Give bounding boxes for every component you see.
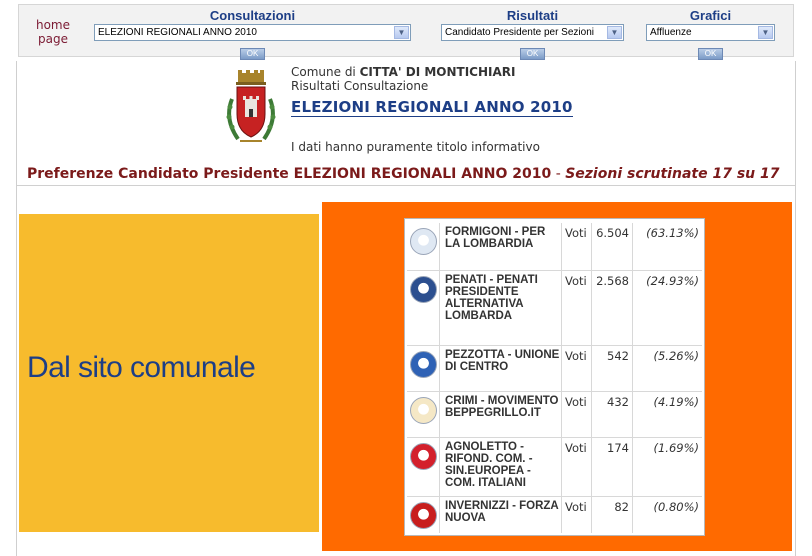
votes-percent: (4.19%) [653,395,699,409]
logo-cell [407,223,440,271]
table-row [405,223,704,271]
votes-percent: (24.93%) [646,274,699,288]
rifondazione-logo-icon [410,443,437,470]
content-panel [16,61,796,556]
sections-count: Sezioni scrutinate 17 su 17 [565,166,780,182]
risultati-group [441,8,624,60]
promo-banner [19,214,319,532]
candidate-name: FORMIGONI - PER LA LOMBARDIA [442,223,562,271]
candidate-name: AGNOLETTO - RIFOND. COM. - SIN.EUROPEA - COM. ITALIANI [442,438,562,497]
comune-name: CITTA' DI MONTICHIARI [359,65,516,79]
row-divider [407,391,702,392]
votes-value: 542 [593,346,633,392]
logo-cell [407,346,440,392]
votes-percent: (63.13%) [646,226,699,240]
results-heading [27,165,787,183]
heading-prefix: Preferenze Candidato Presidente ELEZIONI REGIONALI ANNO 2010 [27,166,552,182]
table-row [405,497,704,533]
candidate-name: CRIMI - MOVIMENTO BEPPEGRILLO.IT [442,392,562,438]
udc-logo-icon [410,351,437,378]
comune-prefix: Comune di [291,65,356,79]
home-page-link[interactable]: home page [35,18,71,46]
logo-cell [407,392,440,438]
risultati-title: Risultati [506,8,559,23]
candidate-name: PEZZOTTA - UNIONE DI CENTRO [442,346,562,392]
logo-cell [407,271,440,346]
row-divider [407,437,702,438]
chevron-down-icon[interactable]: ▼ [394,26,409,39]
votes-percent: (5.26%) [653,349,699,363]
grafici-ok-button[interactable]: OK [698,48,723,60]
votes-label: Voti [563,346,592,392]
table-row [405,438,704,497]
comune-line [291,65,515,79]
election-title: ELEZIONI REGIONALI ANNO 2010 [291,98,573,116]
disclaimer-note: I dati hanno puramente titolo informativo [291,140,540,154]
risultati-select[interactable] [441,24,624,41]
city-crest-icon [222,69,280,147]
risultati-selected-value: Candidato Presidente per Sezioni [445,27,594,38]
candidate-name: INVERNIZZI - FORZA NUOVA [442,497,562,533]
grafici-title: Grafici [689,8,732,23]
penati-logo-icon [410,276,437,303]
risultati-ok-button[interactable]: OK [520,48,545,60]
consultazioni-select[interactable] [94,24,411,41]
votes-label: Voti [563,438,592,497]
votes-label: Voti [563,497,592,533]
table-row [405,271,704,346]
formigoni-logo-icon [410,228,437,255]
votes-value: 2.568 [593,271,633,346]
chevron-down-icon[interactable]: ▼ [607,26,622,39]
votes-value: 82 [593,497,633,533]
votes-percent: (1.69%) [653,441,699,455]
chevron-down-icon[interactable]: ▼ [758,26,773,39]
votes-label: Voti [563,223,592,271]
forza-nuova-logo-icon [410,502,437,529]
grafici-group [646,8,775,60]
candidate-name: PENATI - PENATI PRESIDENTE ALTERNATIVA LOMBARDA [442,271,562,346]
logo-cell [407,438,440,497]
row-divider [407,496,702,497]
navigation-bar [18,4,794,57]
logo-cell [407,497,440,533]
votes-value: 6.504 [593,223,633,271]
votes-percent: (0.80%) [653,500,699,514]
row-divider [407,345,702,346]
table-row [405,346,704,392]
votes-label: Voti [563,271,592,346]
consultazioni-group [94,8,411,60]
results-table [404,218,705,536]
heading-divider [17,185,795,186]
consultazioni-title: Consultazioni [209,8,296,23]
movimento-logo-icon [410,397,437,424]
consultazioni-ok-button[interactable]: OK [240,48,265,60]
results-panel [322,202,792,551]
heading-separator: - [551,166,566,182]
banner-text: Dal sito comunale [27,351,256,384]
votes-value: 432 [593,392,633,438]
votes-value: 174 [593,438,633,497]
row-divider [407,270,702,271]
grafici-selected-value: Affluenze [650,27,692,38]
table-row [405,392,704,438]
votes-label: Voti [563,392,592,438]
grafici-select[interactable] [646,24,775,41]
consultazioni-selected-value: ELEZIONI REGIONALI ANNO 2010 [98,27,257,38]
consultation-subtitle: Risultati Consultazione [291,79,429,93]
